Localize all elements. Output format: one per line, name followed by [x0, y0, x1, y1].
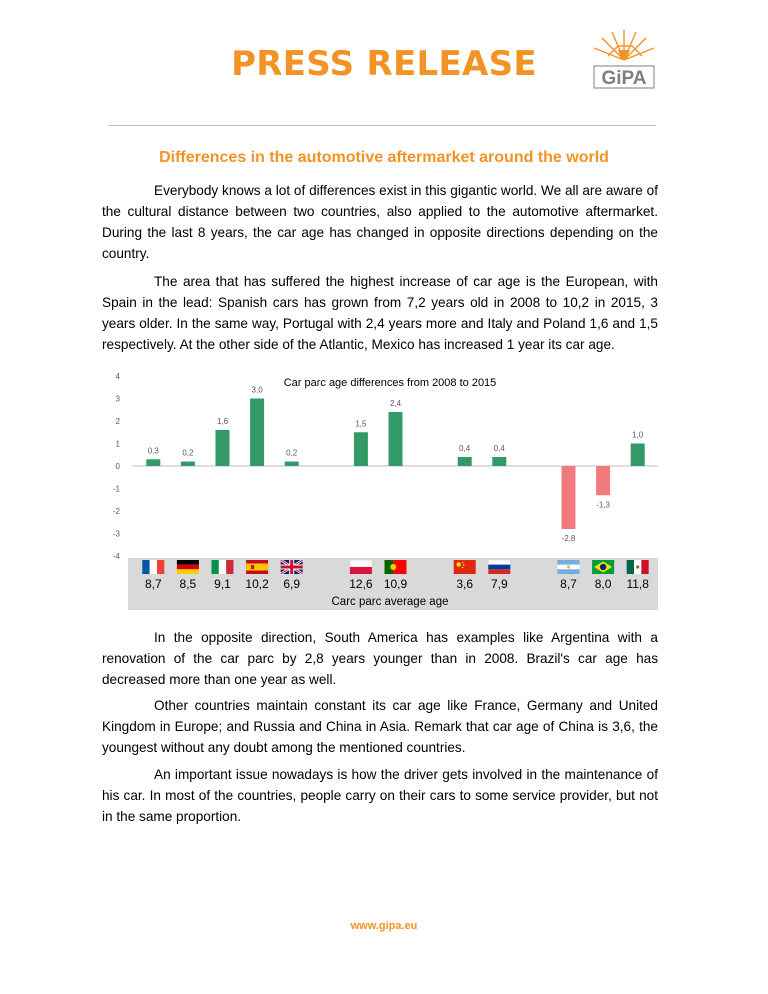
bar-poland — [354, 432, 368, 466]
y-tick-label: 0 — [115, 462, 120, 471]
chart-title: Car parc age differences from 2008 to 2015 — [283, 377, 497, 389]
bar-china — [458, 457, 472, 466]
flag-russia-icon — [488, 560, 510, 574]
article-heading: Differences in the automotive aftermarket around the world — [159, 149, 609, 166]
bar-brazil — [596, 466, 610, 495]
flag-france-icon — [142, 560, 164, 574]
average-age-value: 9,1 — [214, 577, 231, 591]
flag-china-icon — [454, 560, 476, 574]
average-age-value: 12,6 — [349, 577, 373, 591]
paragraph-south-america: In the opposite direction, South America has examples like Argentina with a renovation of the car parc by 2,8 years younger than in 2008. Brazil's car age has decreased more than one year as well. — [102, 630, 658, 687]
y-tick-label: -2 — [112, 507, 120, 516]
gipa-logo — [588, 26, 660, 92]
y-tick-label: -1 — [112, 484, 120, 494]
bar-argentina — [562, 466, 576, 529]
flag-poland-icon — [350, 560, 372, 574]
average-age-value: 8,7 — [144, 577, 162, 591]
bar-value-label: 0,4 — [493, 444, 505, 453]
bar-value-label: 0,2 — [286, 448, 298, 458]
flag-portugal-icon — [385, 560, 407, 574]
bar-value-label: 3,0 — [251, 385, 263, 395]
average-age-value: 6,9 — [283, 577, 301, 591]
page-title: PRESS RELEASE — [231, 44, 537, 84]
flag-argentina-icon — [558, 560, 580, 574]
paragraph-maintenance: An important issue nowadays is how the driver gets involved in the maintenance of his car. In most of the countries, people carry on their cars to some service provider, but not in the same proportion. — [102, 767, 658, 824]
bar-value-label: -2,8 — [561, 534, 576, 543]
bar-mexico — [631, 444, 645, 467]
bar-france — [146, 459, 160, 466]
y-tick-label: 3 — [115, 394, 120, 404]
footer-link[interactable]: www.gipa.eu — [350, 920, 418, 932]
flag-germany-icon — [177, 560, 199, 574]
flag-italy-icon — [212, 560, 234, 574]
flag-spain-icon — [246, 560, 268, 574]
bar-spain — [250, 399, 264, 467]
average-age-value: 3,6 — [456, 577, 474, 591]
average-age-value: 8,7 — [560, 577, 577, 591]
average-age-value: 7,9 — [490, 577, 508, 591]
paragraph-intro: Everybody knows a lot of differences exist in this gigantic world. We all are aware of the cultural distance between two countries, also applied to the automotive aftermarket. During the last 8 years, the car age has changed in opposite directions depending on the country. — [102, 183, 658, 261]
bar-value-label: 0,4 — [459, 444, 471, 453]
y-tick-label: 4 — [115, 372, 120, 381]
average-age-value: 10,2 — [245, 577, 269, 591]
average-age-value: 11,8 — [626, 577, 649, 591]
y-tick-label: -3 — [112, 529, 120, 539]
bar-value-label: 0,2 — [182, 448, 194, 458]
y-tick-label: -4 — [112, 552, 120, 561]
paragraph-europe: The area that has suffered the highest increase of car age is the European, with Spain in the lead: Spanish cars has grown from 7,2 years old in 2008 to 10,2 in 2015, 3 years older. In the same way, Portugal with 2,4 years more and Italy and Poland 1,6 and 1,5 respectively. At the other side of the Atlantic, Mexico has increased 1 year its car age. — [102, 274, 658, 352]
bar-portugal — [389, 412, 403, 466]
y-tick-label: 2 — [115, 417, 120, 426]
average-age-value: 8,0 — [594, 577, 612, 591]
bar-united-kingdom — [285, 462, 299, 467]
bar-germany — [181, 462, 195, 467]
flag-mexico-icon — [627, 560, 649, 574]
bar-value-label: 0,3 — [147, 446, 159, 456]
average-age-table-label: Carc parc average age — [331, 596, 449, 608]
paragraph-constant-age: Other countries maintain constant its car age like France, Germany and United Kingdom in Europe; and Russia and China in Asia. Remark that car age of China is 3,6, the youngest without any doubt among the mentioned countries. — [102, 698, 658, 755]
logo-text: GiPA — [601, 68, 647, 89]
flag-brazil-icon — [592, 560, 614, 574]
average-age-value: 10,9 — [383, 577, 408, 591]
header-divider — [108, 125, 656, 126]
bar-value-label: 1,0 — [632, 430, 644, 440]
bar-italy — [216, 430, 230, 466]
bar-value-label: 1,5 — [355, 419, 367, 429]
y-tick-label: 1 — [115, 439, 120, 449]
average-age-value: 8,5 — [179, 577, 197, 591]
bar-value-label: -1,3 — [596, 500, 610, 510]
car-age-chart — [108, 366, 658, 612]
bar-russia — [492, 457, 506, 466]
bar-value-label: 2,4 — [389, 399, 402, 408]
bar-value-label: 1,6 — [216, 417, 229, 426]
flag-united-kingdom-icon — [281, 560, 303, 574]
